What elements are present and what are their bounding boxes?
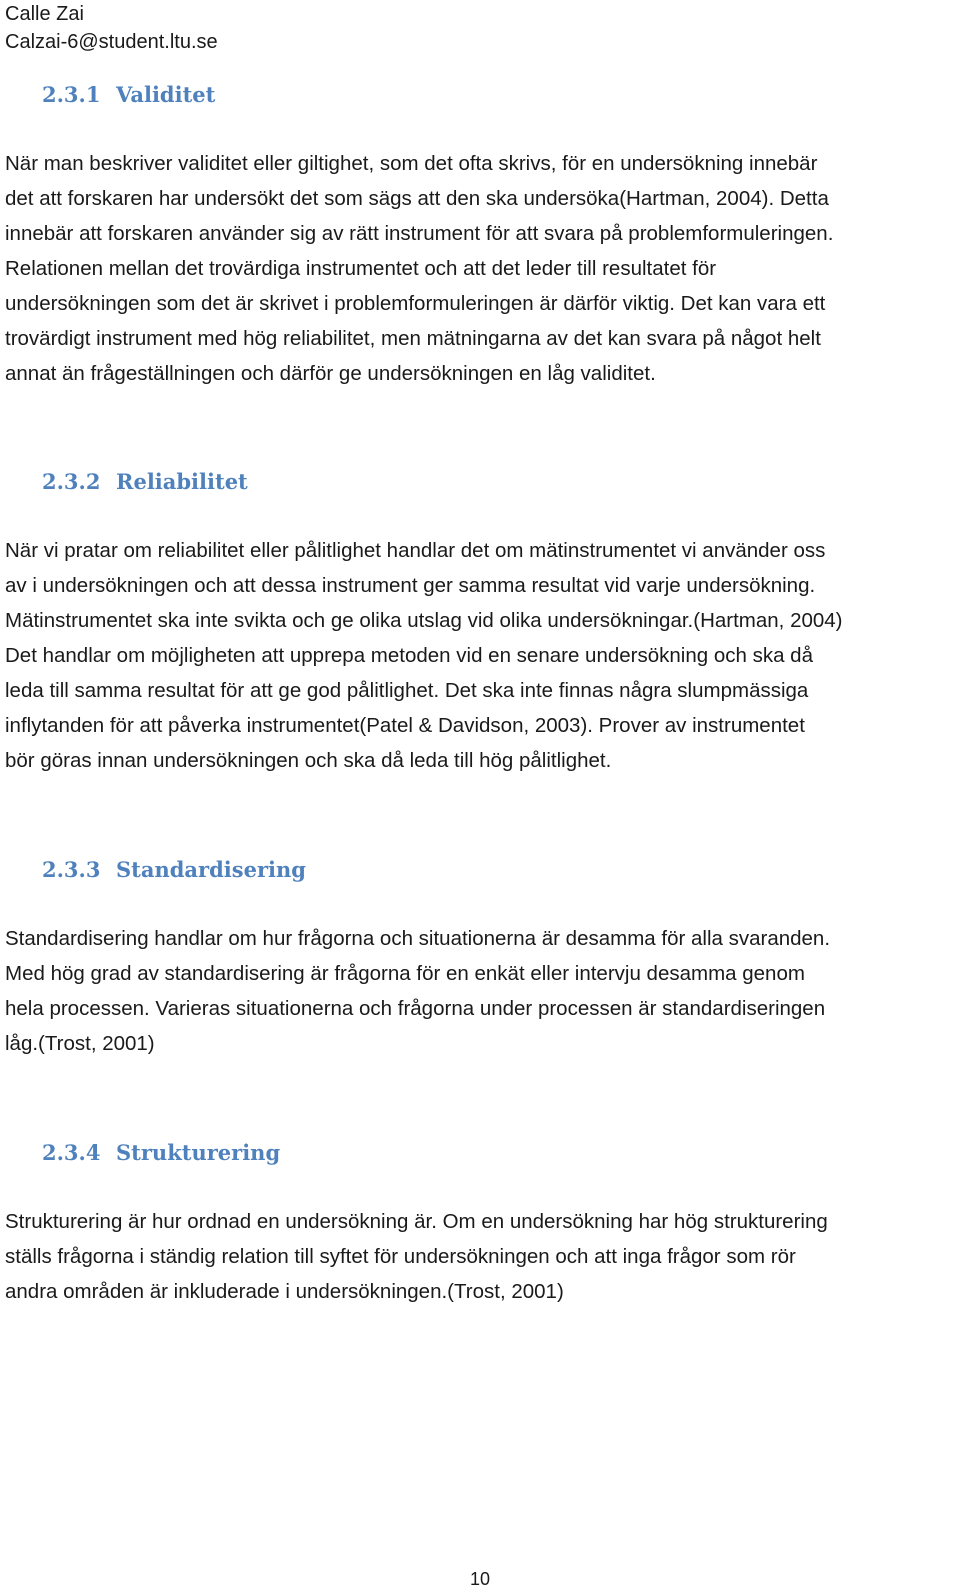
section-title: Strukturering [116, 1140, 281, 1165]
author-header [5, 0, 218, 56]
paragraph-line: undersökningen som det är skrivet i problemformuleringen är därför viktig. Det kan vara ett [5, 292, 826, 315]
paragraph-line: Standardisering handlar om hur frågorna och situationerna är desamma för alla svaranden. [5, 927, 831, 950]
section-number: 2.3.4 [42, 1140, 101, 1165]
section-standardisering [5, 856, 950, 1061]
section-title: Validitet [116, 82, 216, 107]
paragraph-line: låg.(Trost, 2001) [5, 1032, 155, 1055]
section-heading [42, 468, 950, 496]
section-paragraph [5, 533, 950, 778]
paragraph-line: Relationen mellan det trovärdiga instrumentet och att det leder till resultatet för [5, 257, 717, 280]
section-paragraph [5, 1204, 950, 1309]
paragraph-line: bör göras innan undersökningen och ska då leda till hög pålitlighet. [5, 749, 612, 772]
page-number: 10 [469, 1569, 491, 1589]
paragraph-line: leda till samma resultat för att ge god pålitlighet. Det ska inte finnas några slumpmässiga [5, 679, 809, 702]
section-heading [42, 81, 950, 109]
section-paragraph [5, 921, 950, 1061]
section-title: Reliabilitet [116, 469, 248, 494]
author-email: Calzai-6@student.ltu.se [5, 31, 218, 53]
section-reliabilitet [5, 468, 950, 778]
paragraph-line: hela processen. Varieras situationerna och frågorna under processen är standardiseringen [5, 997, 826, 1020]
paragraph-line: ställs frågorna i ständig relation till syftet för undersökningen och att inga frågor som rör [5, 1245, 796, 1268]
paragraph-line: annat än frågeställningen och därför ge undersökningen en låg validitet. [5, 362, 656, 385]
paragraph-line: När man beskriver validitet eller giltighet, som det ofta skrivs, för en undersökning innebär [5, 152, 818, 175]
section-title: Standardisering [116, 857, 306, 882]
section-strukturering [5, 1139, 950, 1309]
paragraph-line: Med hög grad av standardisering är frågorna för en enkät eller intervju desamma genom [5, 962, 805, 985]
paragraph-line: innebär att forskaren använder sig av rätt instrument för att svara på problemformuleringen. [5, 222, 834, 245]
paragraph-line: av i undersökningen och att dessa instrument ger samma resultat vid varje undersökning. [5, 574, 816, 597]
paragraph-line: Strukturering är hur ordnad en undersökning är. Om en undersökning har hög strukturering [5, 1210, 828, 1233]
paragraph-line: trovärdigt instrument med hög reliabilitet, men mätningarna av det kan svara på något helt [5, 327, 821, 350]
section-paragraph [5, 146, 950, 391]
paragraph-line: Det handlar om möjligheten att upprepa metoden vid en senare undersökning och ska då [5, 644, 813, 667]
section-number: 2.3.2 [42, 469, 101, 494]
section-validitet [5, 81, 950, 391]
paragraph-line: När vi pratar om reliabilitet eller pålitlighet handlar det om mätinstrumentet vi använder oss [5, 539, 826, 562]
paragraph-line: inflytanden för att påverka instrumentet(Patel & Davidson, 2003). Prover av instrumentet [5, 714, 805, 737]
section-number: 2.3.3 [42, 857, 101, 882]
paragraph-line: det att forskaren har undersökt det som sägs att den ska undersöka(Hartman, 2004). Detta [5, 187, 829, 210]
paragraph-line: Mätinstrumentet ska inte svikta och ge olika utslag vid olika undersökningar.(Hartman, 2004) [5, 609, 843, 632]
author-name: Calle Zai [5, 3, 84, 25]
section-heading [42, 1139, 950, 1167]
section-number: 2.3.1 [42, 82, 101, 107]
paragraph-line: andra områden är inkluderade i undersökningen.(Trost, 2001) [5, 1280, 564, 1303]
section-heading [42, 856, 950, 884]
